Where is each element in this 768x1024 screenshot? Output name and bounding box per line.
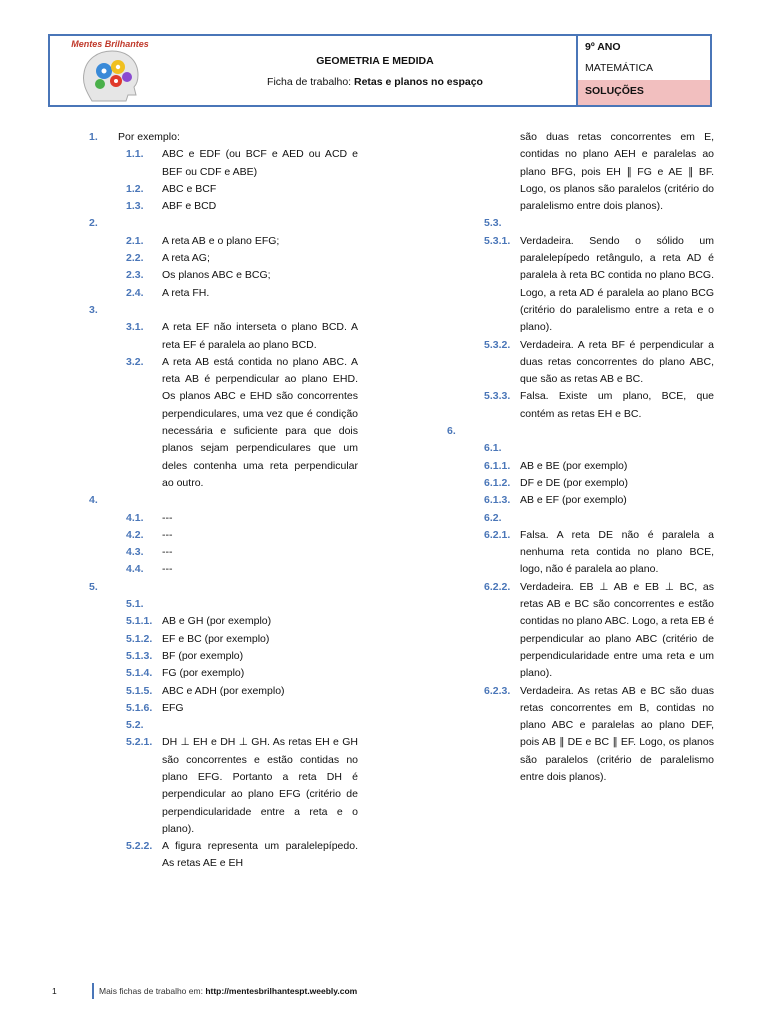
item-number: 1.2. (126, 182, 144, 195)
item-text (162, 717, 358, 734)
list-item (424, 579, 714, 683)
item-number: 1.3. (126, 200, 144, 213)
item-text: ABC e EDF (ou BCF e AED ou ACD e BEF ou CDF e ABE) (162, 148, 358, 178)
item-number: 6.1.3. (484, 494, 511, 507)
item-text: Verdadeira. A reta BF é perpendicular a duas retas concorrentes do plano ABC, que são as retas AB e BC. (520, 338, 714, 386)
list-item (64, 631, 358, 648)
item-number: 3.2. (126, 355, 144, 368)
list-item (424, 233, 714, 337)
item-text (118, 302, 358, 319)
list-item (424, 129, 714, 215)
item-text: AB e GH (por exemplo) (162, 615, 272, 628)
page-title: GEOMETRIA E MEDIDA (316, 55, 434, 67)
list-item (64, 596, 358, 613)
item-text: --- (162, 563, 173, 576)
item-number: 4.4. (126, 563, 144, 576)
item-number: 5.1.1. (126, 615, 153, 628)
item-text (520, 423, 714, 440)
item-number: 5.3.3. (484, 390, 511, 403)
list-item (64, 181, 358, 198)
item-number: 4.2. (126, 528, 144, 541)
item-text (118, 492, 358, 509)
page-subtitle: Ficha de trabalho: Retas e planos no espaço (267, 76, 483, 88)
item-text: AB e BE (por exemplo) (520, 459, 628, 472)
item-number: 5.1. (126, 598, 144, 611)
item-number: 4.1. (126, 511, 144, 524)
list-item (64, 683, 358, 700)
list-item (64, 146, 358, 181)
item-number: 6.1. (484, 442, 502, 455)
item-number: 5.1.3. (126, 649, 153, 662)
item-text: EF e BC (por exemplo) (162, 632, 270, 645)
item-text: A figura representa um paralelepípedo. As retas AE e EH (162, 840, 358, 870)
item-number: 2. (89, 217, 98, 230)
list-item (64, 561, 358, 578)
list-item (64, 838, 358, 873)
item-number: 3.1. (126, 321, 144, 334)
item-number: 6. (447, 425, 456, 438)
footer-text: Mais fichas de trabalho em: http://mentesbrilhantespt.weebly.com (99, 986, 358, 996)
list-item (64, 700, 358, 717)
list-item (64, 665, 358, 682)
item-number: 5.1.5. (126, 684, 153, 697)
item-text: DH ⊥ EH e DH ⊥ GH. As retas EH e GH são concorrentes e estão contidas no plano EFG. Portanto a reta DH é perpendicular ao plano EFG (critério de perpendicularidade entre a reta e o plano). (162, 736, 358, 835)
list-item (64, 285, 358, 302)
item-text: Os planos ABC e BCG; (162, 269, 271, 282)
item-text: A reta AG; (162, 252, 210, 265)
item-text: FG (por exemplo) (162, 667, 245, 680)
item-number: 5.3.1. (484, 234, 511, 247)
item-number: 5.3.2. (484, 338, 511, 351)
list-item (424, 458, 714, 475)
item-text: --- (162, 511, 173, 524)
left-column (64, 129, 358, 873)
item-text: Verdadeira. Sendo o sólido um paralelepípedo retângulo, a reta AD é paralela à reta BC contida no plano BCG. Logo, a reta AD é paralela ao plano BCG (critério do paralelismo entre a reta e o plano). (520, 234, 714, 334)
item-number: 6.2.3. (484, 684, 511, 697)
item-text: ABC e BCF (162, 182, 217, 195)
item-text: Verdadeira. As retas AB e BC são duas retas concorrentes em B, contidas no plano ABC e paralelas ao plano DEF, pois AB ∥ DE e BC ∥ EF. Logo, os planos são paralelos (critério de paralelismo entre dois planos). (520, 684, 714, 783)
item-number: 2.2. (126, 252, 144, 265)
item-text: A reta AB e o plano EFG; (162, 234, 280, 247)
item-number: 4. (89, 494, 98, 507)
item-number: 5.2. (126, 719, 144, 732)
item-text (520, 215, 714, 232)
item-number: 5.1.6. (126, 701, 153, 714)
item-text: ABF e BCD (162, 200, 217, 213)
list-item (64, 527, 358, 544)
item-text: A reta AB está contida no plano ABC. A reta AB é perpendicular ao plano EHD. Os planos ABC e EHD são concorrentes perpendiculares, uma vez que é condição necessária e suficiente para que dois planos sejam perpendiculares que um deles contenha uma reta perpendicular ao outro. (162, 355, 358, 489)
list-item (64, 198, 358, 215)
item-text: A reta FH. (162, 286, 210, 299)
list-item (64, 233, 358, 250)
item-number: 5.3. (484, 217, 502, 230)
item-text: Por exemplo: (118, 131, 180, 143)
item-text: ABC e ADH (por exemplo) (162, 684, 285, 697)
item-number: 1. (89, 131, 98, 143)
list-item (424, 215, 714, 232)
list-item (64, 129, 358, 146)
item-text: A reta EF não interseta o plano BCD. A reta EF é paralela ao plano BCD. (162, 321, 358, 351)
list-item (424, 492, 714, 509)
logo (66, 39, 154, 103)
list-item (64, 734, 358, 838)
list-item (424, 337, 714, 389)
list-item (64, 267, 358, 284)
right-column (424, 129, 714, 786)
item-text: Falsa. A reta DE não é paralela a nenhuma reta contida no plano BCE, logo, não é paralela ao plano. (520, 528, 714, 576)
list-item (424, 475, 714, 492)
logo-text: Mentes Brilhantes (71, 39, 149, 49)
item-number: 6.2.1. (484, 528, 511, 541)
list-item (424, 683, 714, 787)
list-item (64, 510, 358, 527)
list-item (64, 250, 358, 267)
item-number: 6.2.2. (484, 580, 511, 593)
item-text (162, 596, 358, 613)
item-number: 5.2.2. (126, 840, 153, 853)
item-text: EFG (162, 701, 184, 714)
item-number: 6.1.1. (484, 459, 511, 472)
item-number: 6.2. (484, 511, 502, 524)
item-text (520, 510, 714, 527)
item-text: Falsa. Existe um plano, BCE, que contém as retas EH e BC. (520, 390, 714, 420)
list-item (64, 613, 358, 630)
item-number: 2.3. (126, 269, 144, 282)
list-item (424, 527, 714, 579)
item-number: 2.1. (126, 234, 144, 247)
item-text: Verdadeira. EB ⊥ AB e EB ⊥ BC, as retas AB e BC são concorrentes e estão contidas no plano ABC. Logo, a reta EB é perpendicular ao plano ABC (critério de perpendicularidade entre uma reta e um plano). (520, 580, 714, 680)
item-text: --- (162, 546, 173, 559)
page-number: 1 (52, 986, 57, 996)
item-number: 5.1.4. (126, 667, 153, 680)
list-item (424, 510, 714, 527)
item-text: DF e DE (por exemplo) (520, 476, 628, 489)
list-item (424, 388, 714, 423)
item-text: AB e EF (por exemplo) (520, 494, 627, 507)
list-item (64, 302, 358, 319)
list-item (64, 492, 358, 509)
list-item (64, 319, 358, 354)
list-item (64, 579, 358, 596)
item-text: --- (162, 528, 173, 541)
item-text (118, 215, 358, 232)
list-item (64, 648, 358, 665)
list-item (424, 440, 714, 457)
list-item (64, 717, 358, 734)
footer-divider (92, 983, 94, 999)
item-number: 5. (89, 580, 98, 593)
subject-label: MATEMÁTICA (585, 62, 654, 74)
list-item (64, 544, 358, 561)
solutions-badge: SOLUÇÕES (578, 80, 710, 105)
item-text: são duas retas concorrentes em E, contidas no plano AEH e paralelas ao plano BFG, pois EH ∥ FG e AE ∥ BF. Logo, os planos são paralelos (critério do paralelismo entre dois planos). (520, 131, 714, 213)
item-number: 1.1. (126, 148, 144, 161)
item-number: 3. (89, 303, 98, 316)
list-item (424, 423, 714, 440)
item-number: 6.1.2. (484, 476, 511, 489)
item-number: 2.4. (126, 286, 144, 299)
item-number: 5.2.1. (126, 736, 153, 749)
item-text (118, 579, 358, 596)
list-item (64, 354, 358, 492)
list-item (64, 215, 358, 232)
footer-link[interactable]: http://mentesbrilhantespt.weebly.com (205, 986, 358, 996)
item-number: 5.1.2. (126, 632, 153, 645)
grade-label: 9º ANO (585, 41, 621, 53)
item-number: 4.3. (126, 546, 144, 559)
item-text (520, 440, 714, 457)
item-text: BF (por exemplo) (162, 649, 244, 662)
